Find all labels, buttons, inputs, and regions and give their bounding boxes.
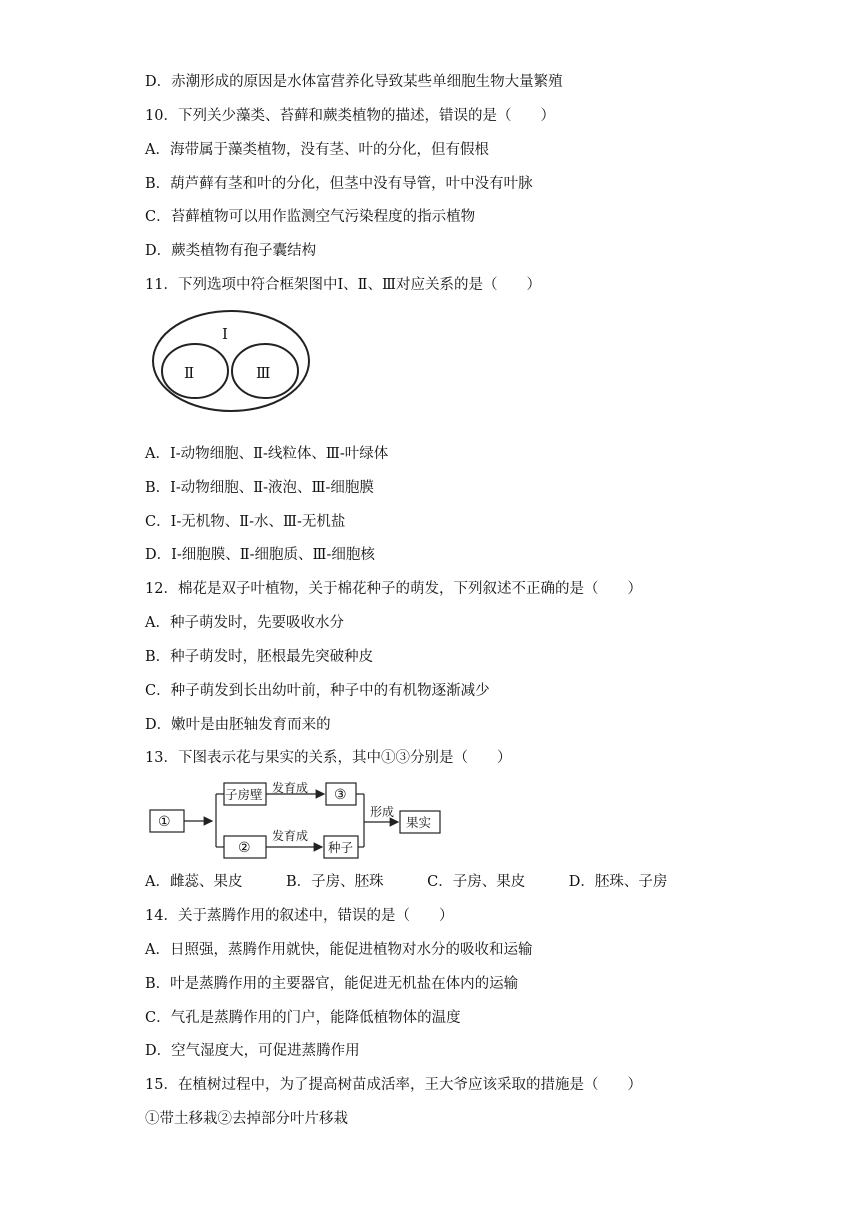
venn-diagram xyxy=(150,308,312,414)
q12-option-a: A．种子萌发时，先要吸收水分 xyxy=(145,615,344,631)
flow-result-bottom: 种子 xyxy=(328,840,354,855)
flow-final: 果实 xyxy=(406,815,432,830)
q12-option-d: D．嫩叶是由胚轴发育而来的 xyxy=(145,717,331,733)
q9-option-d: D．赤潮形成的原因是水体富营养化导致某些单细胞生物大量繁殖 xyxy=(145,74,563,90)
q14-option-a: A．日照强，蒸腾作用就快，能促进植物对水分的吸收和运输 xyxy=(145,942,533,958)
flow-start: ① xyxy=(158,814,171,830)
q11-option-a: A．Ⅰ-动物细胞、Ⅱ-线粒体、Ⅲ-叶绿体 xyxy=(145,446,389,462)
q13-stem: 13．下图表示花与果实的关系，其中①③分别是（ ） xyxy=(145,750,512,766)
flow-bottom-box: ② xyxy=(238,840,251,856)
venn-label-left: Ⅱ xyxy=(184,364,195,382)
q11-option-b: B．Ⅰ-动物细胞、Ⅱ-液泡、Ⅲ-细胞膜 xyxy=(145,480,374,496)
q14-option-d: D．空气湿度大，可促进蒸腾作用 xyxy=(145,1043,360,1059)
q14-option-b: B．叶是蒸腾作用的主要器官，能促进无机盐在体内的运输 xyxy=(145,976,519,992)
venn-label-outer: Ⅰ xyxy=(222,325,228,343)
q10-option-d: D．蕨类植物有孢子囊结构 xyxy=(145,243,317,259)
flow-top-box: 子房壁 xyxy=(225,787,263,802)
q14-stem: 14．关于蒸腾作用的叙述中，错误的是（ ） xyxy=(145,908,454,924)
flow-arrow-top-label: 发育成 xyxy=(272,781,309,795)
flow-form-label: 形成 xyxy=(370,805,395,819)
q12-option-c: C．种子萌发到长出幼叶前，种子中的有机物逐渐减少 xyxy=(145,683,490,699)
q11-option-c: C．Ⅰ-无机物、Ⅱ-水、Ⅲ-无机盐 xyxy=(145,514,346,530)
q10-option-a: A．海带属于藻类植物，没有茎、叶的分化，但有假根 xyxy=(145,142,489,158)
flow-diagram xyxy=(148,778,444,862)
q10-stem: 10．下列关少藻类、苔藓和蕨类植物的描述，错误的是（ ） xyxy=(145,108,555,124)
q13-options: A．雌蕊、果皮 B．子房、胚珠 C．子房、果皮 D．胚珠、子房 xyxy=(145,874,668,890)
q14-option-c: C．气孔是蒸腾作用的门户，能降低植物体的温度 xyxy=(145,1010,461,1026)
q11-option-d: D．Ⅰ-细胞膜、Ⅱ-细胞质、Ⅲ-细胞核 xyxy=(145,547,375,563)
venn-label-right: Ⅲ xyxy=(256,364,271,382)
q15-measures: ①带土移栽②去掉部分叶片移栽 xyxy=(145,1111,348,1127)
flow-arrow-bottom-label: 发育成 xyxy=(272,829,309,843)
q12-stem: 12．棉花是双子叶植物，关于棉花种子的萌发，下列叙述不正确的是（ ） xyxy=(145,581,642,597)
q12-option-b: B．种子萌发时，胚根最先突破种皮 xyxy=(145,649,374,665)
flow-result-top: ③ xyxy=(334,787,347,803)
q11-stem: 11．下列选项中符合框架图中Ⅰ、Ⅱ、Ⅲ对应关系的是（ ） xyxy=(145,277,542,293)
q10-option-b: B．葫芦藓有茎和叶的分化，但茎中没有导管，叶中没有叶脉 xyxy=(145,176,533,192)
q15-stem: 15．在植树过程中，为了提高树苗成活率，王大爷应该采取的措施是（ ） xyxy=(145,1077,642,1093)
q10-option-c: C．苔藓植物可以用作监测空气污染程度的指示植物 xyxy=(145,209,476,225)
